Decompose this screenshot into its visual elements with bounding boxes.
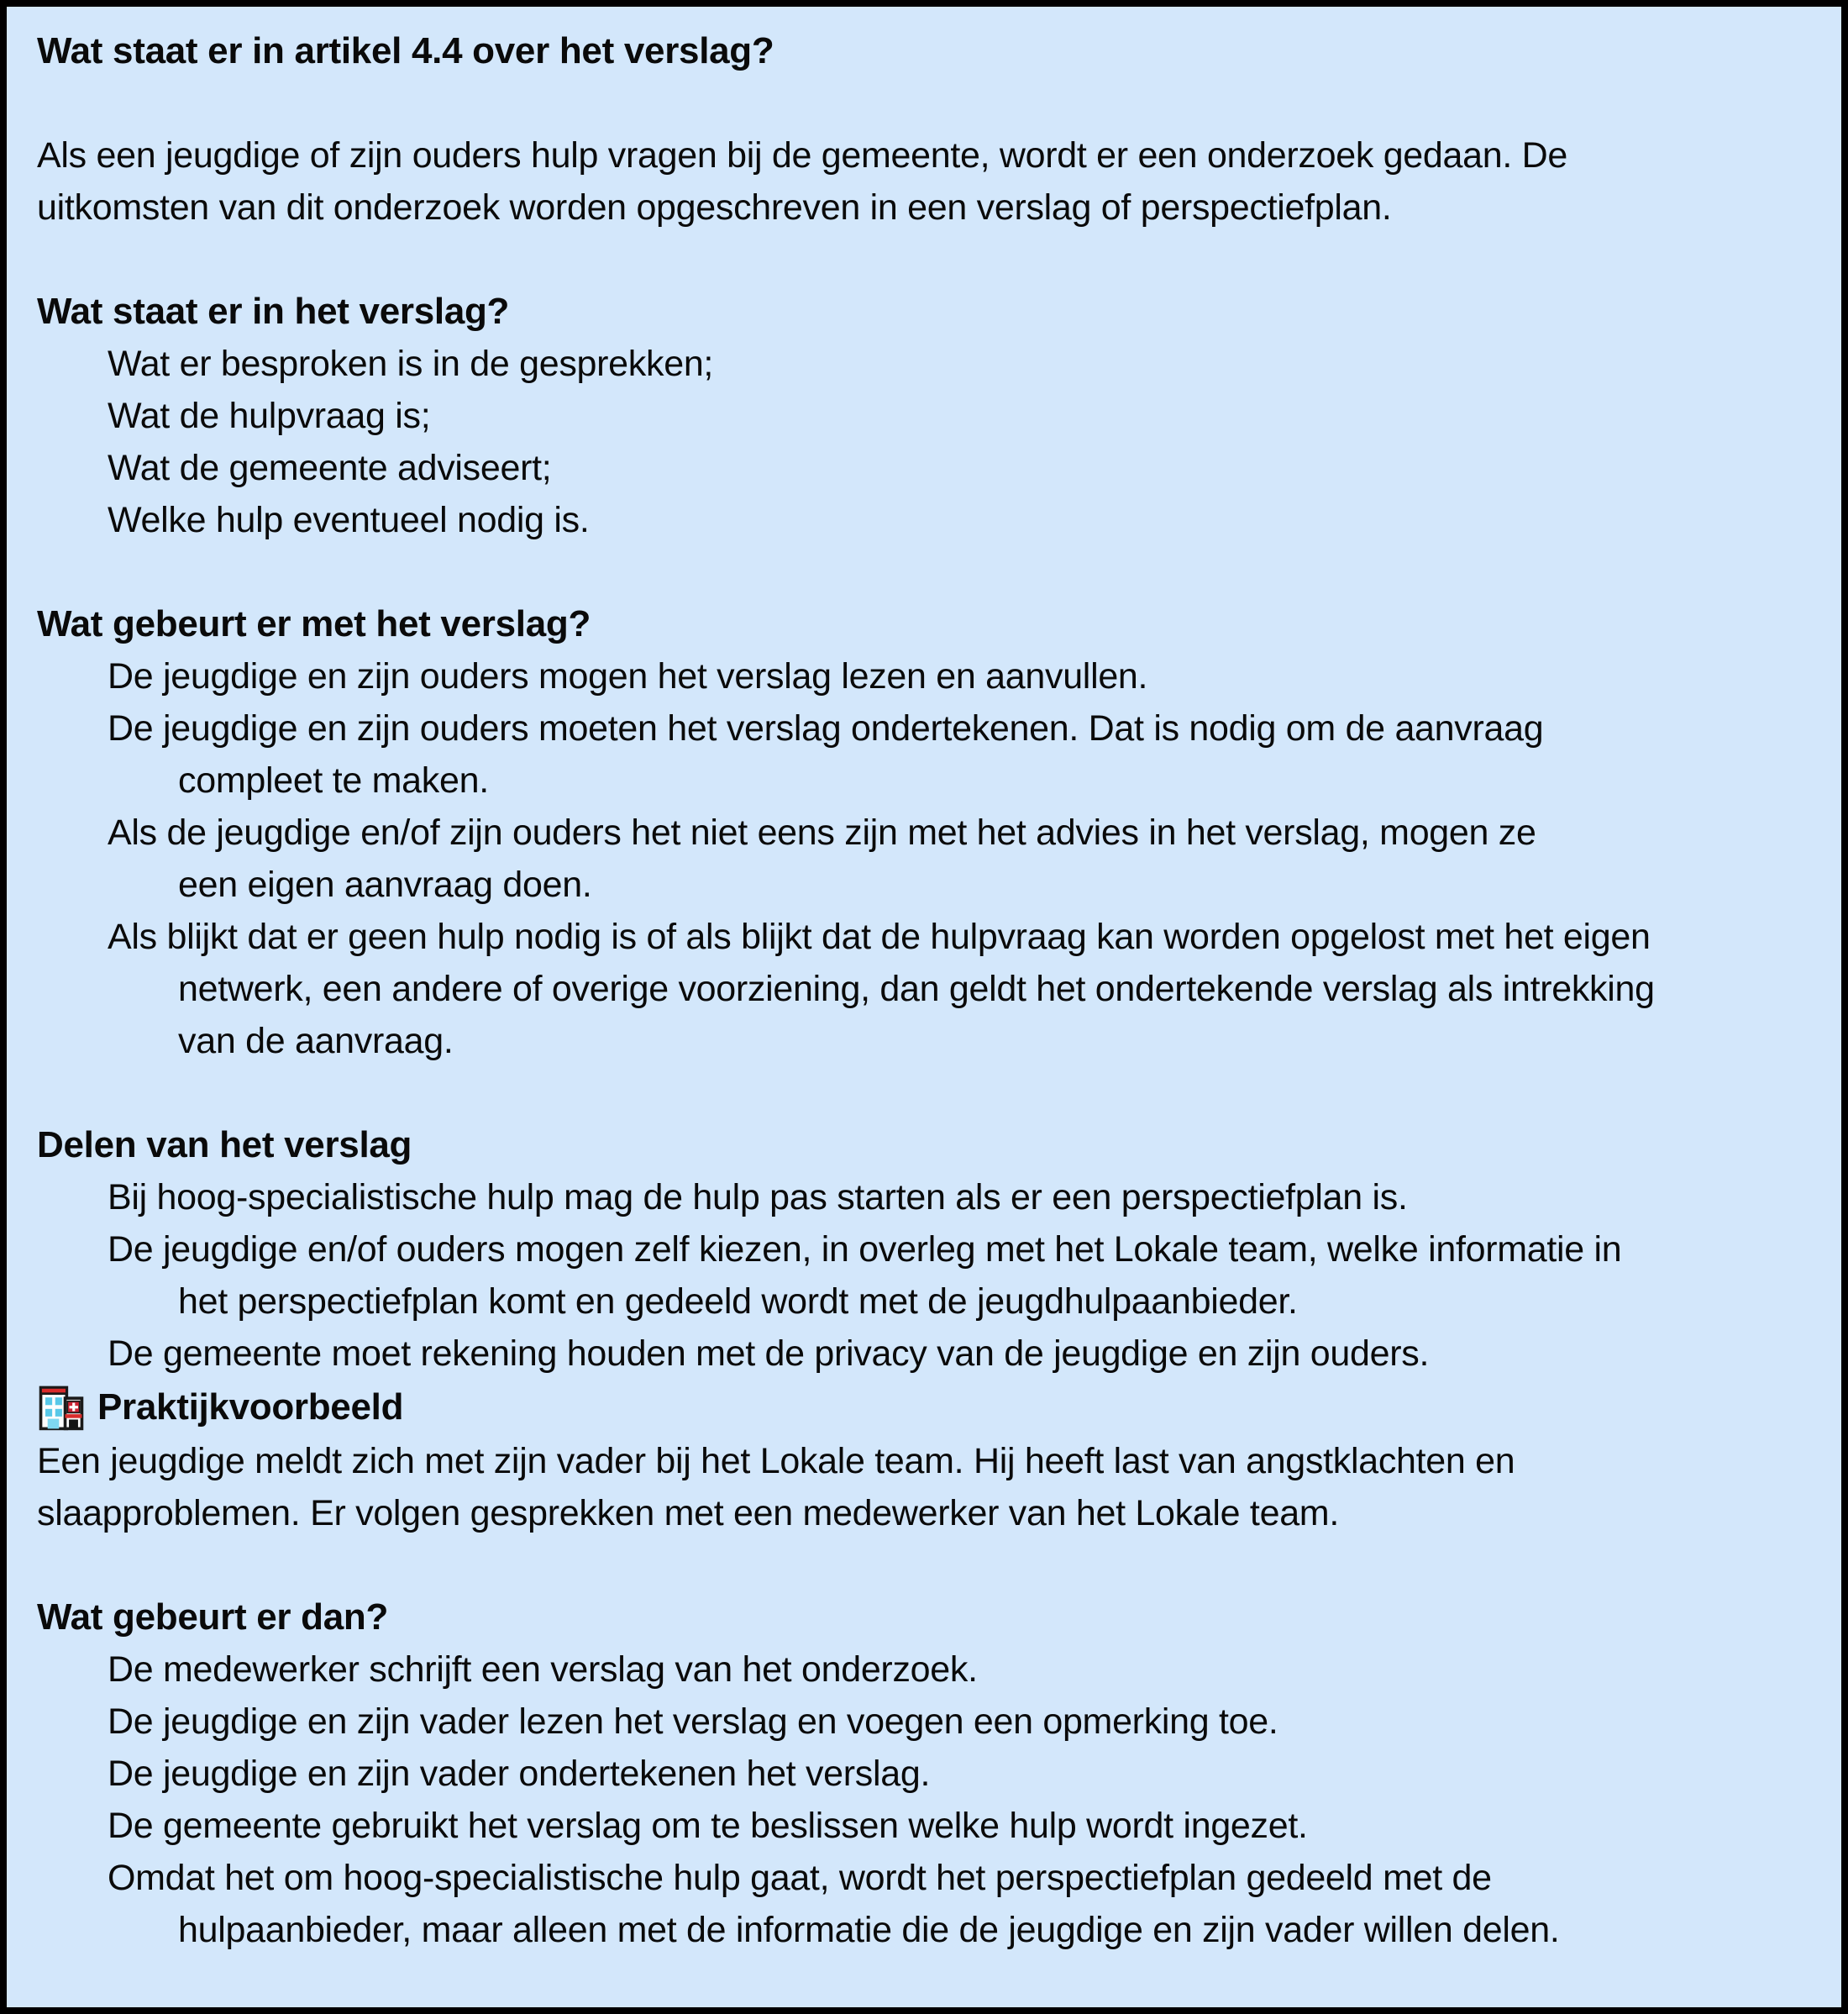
- text-line: Bij hoog-specialistische hulp mag de hulp pas starten als er een perspectiefplan is.: [108, 1177, 1408, 1217]
- spacer: [37, 1539, 1818, 1591]
- text-line: Als de jeugdige en/of zijn ouders het niet eens zijn met het advies in het verslag, mogen ze: [108, 812, 1536, 853]
- text-line: De jeugdige en zijn vader ondertekenen het verslag.: [108, 1754, 931, 1794]
- text-line: De jeugdige en zijn ouders mogen het verslag lezen en aanvullen.: [108, 656, 1148, 697]
- text-line: Een jeugdige meldt zich met zijn vader bij het Lokale team. Hij heeft last van angstklachten en: [37, 1441, 1515, 1481]
- hospital-icon: [37, 1383, 86, 1432]
- text-line: Wat de hulpvraag is;: [108, 396, 431, 436]
- heading-text: Praktijkvoorbeeld: [97, 1386, 404, 1428]
- text-line: uitkomsten van dit onderzoek worden opgeschreven in een verslag of perspectiefplan.: [37, 187, 1392, 228]
- text-line: slaapproblemen. Er volgen gesprekken met een medewerker van het Lokale team.: [37, 1493, 1339, 1533]
- text-line: Wat de gemeente adviseert;: [108, 448, 552, 488]
- text-line: Wat er besproken is in de gesprekken;: [108, 344, 714, 384]
- text-line: compleet te maken.: [178, 760, 489, 801]
- text-line: De gemeente gebruikt het verslag om te beslissen welke hulp wordt ingezet.: [108, 1806, 1308, 1846]
- text-line: Omdat het om hoog-specialistische hulp gaat, wordt het perspectiefplan gedeeld met de: [108, 1858, 1492, 1898]
- text-line: hulpaanbieder, maar alleen met de informatie die de jeugdige en zijn vader willen delen.: [178, 1910, 1560, 1950]
- spacer: [37, 234, 1818, 286]
- spacer: [37, 546, 1818, 598]
- text-line: De jeugdige en/of ouders mogen zelf kiezen, in overleg met het Lokale team, welke informatie in: [108, 1229, 1622, 1270]
- text-line: Als blijkt dat er geen hulp nodig is of als blijkt dat de hulpvraag kan worden opgelost met het eigen: [108, 917, 1651, 957]
- text-line: Als een jeugdige of zijn ouders hulp vragen bij de gemeente, wordt er een onderzoek gedaan. De: [37, 135, 1568, 176]
- text-line: het perspectiefplan komt en gedeeld wordt met de jeugdhulpaanbieder.: [178, 1281, 1298, 1322]
- spacer: [37, 77, 1818, 129]
- section-heading: Wat gebeurt er dan?: [37, 1596, 389, 1638]
- text-line: netwerk, een andere of overige voorziening, dan geldt het ondertekende verslag als intrekking: [178, 969, 1655, 1009]
- section-heading: Wat gebeurt er met het verslag?: [37, 603, 591, 644]
- text-line: Welke hulp eventueel nodig is.: [108, 500, 590, 540]
- text-line: De medewerker schrijft een verslag van het onderzoek.: [108, 1649, 978, 1690]
- spacer: [37, 1067, 1818, 1119]
- section-heading: Wat staat er in het verslag?: [37, 291, 510, 332]
- text-line: De jeugdige en zijn vader lezen het verslag en voegen een opmerking toe.: [108, 1701, 1278, 1742]
- section-heading: Wat staat er in artikel 4.4 over het verslag?: [37, 30, 774, 71]
- text-line: van de aanvraag.: [178, 1021, 454, 1061]
- section-heading: Delen van het verslag: [37, 1124, 412, 1165]
- text-line: De gemeente moet rekening houden met de privacy van de jeugdige en zijn ouders.: [108, 1333, 1430, 1374]
- praktijkvoorbeeld-heading: [37, 1380, 1818, 1435]
- text-line: een eigen aanvraag doen.: [178, 865, 592, 905]
- text-line: De jeugdige en zijn ouders moeten het verslag ondertekenen. Dat is nodig om de aanvraag: [108, 708, 1544, 749]
